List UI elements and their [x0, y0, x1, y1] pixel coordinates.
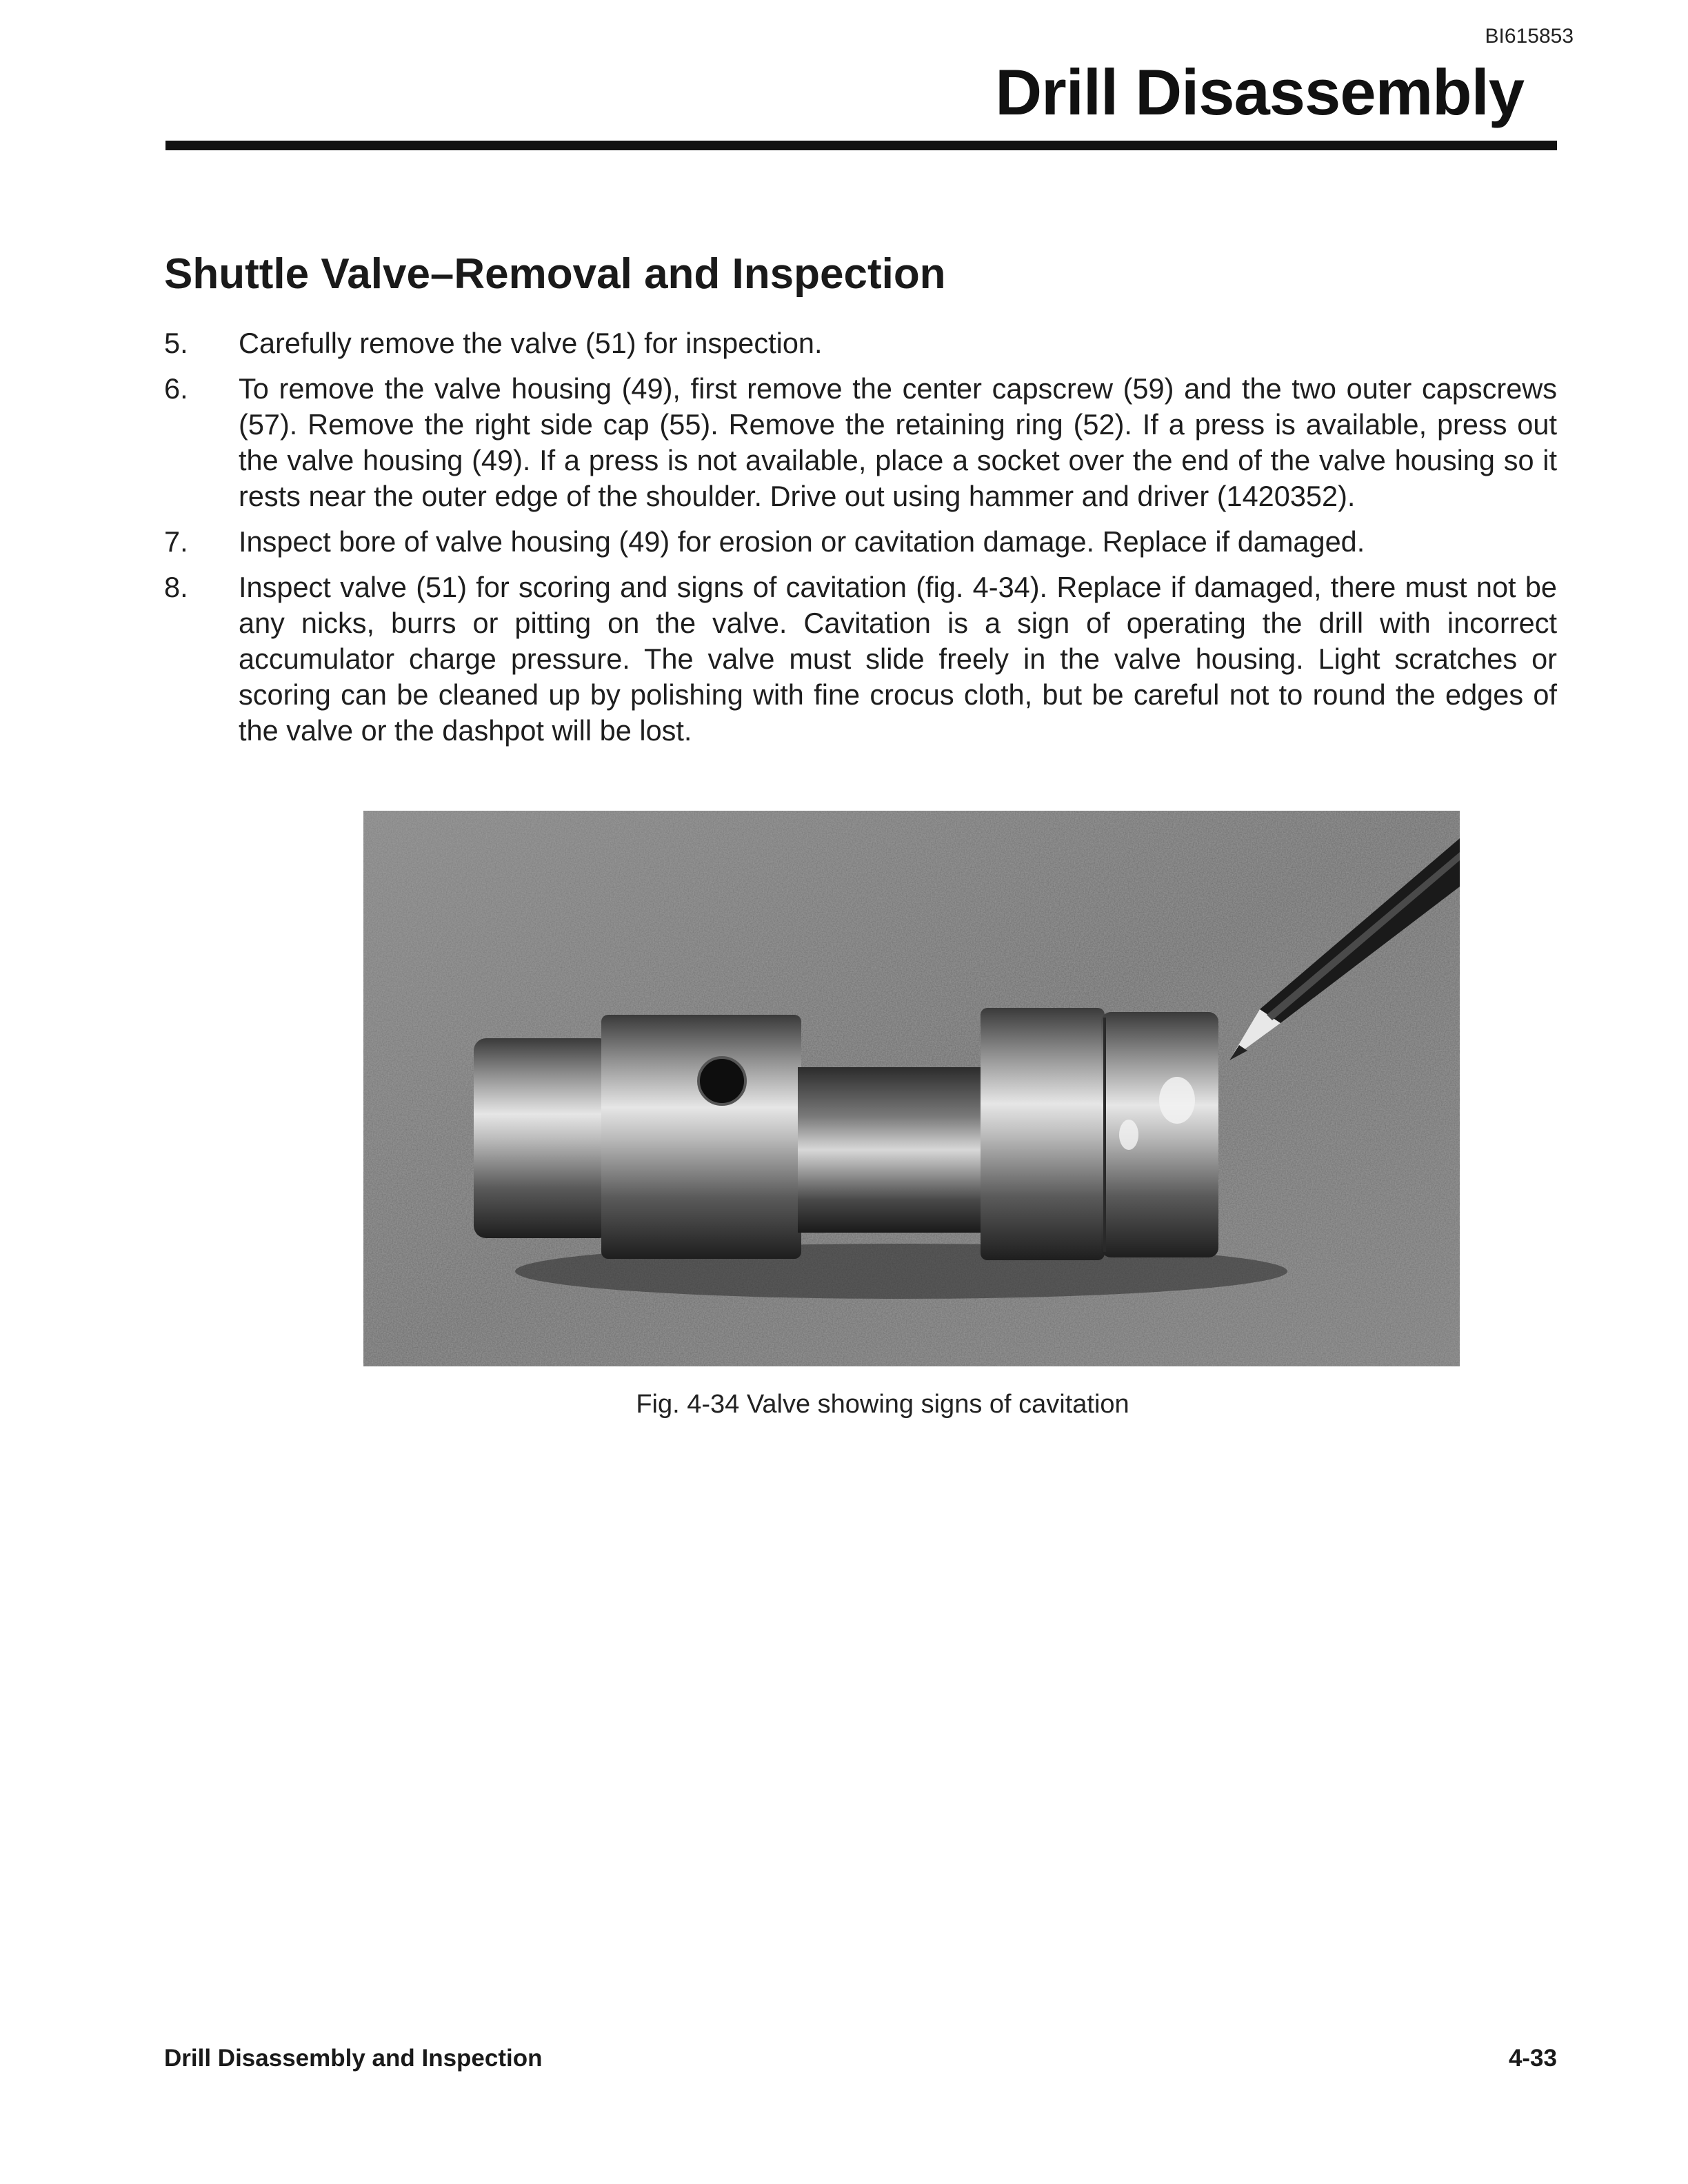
figure-caption: Fig. 4-34 Valve showing signs of cavitation	[636, 1390, 1129, 1419]
step-number: 5.	[164, 327, 188, 359]
step-item	[164, 371, 1557, 514]
valve-photo	[363, 811, 1460, 1366]
section-heading: Shuttle Valve–Removal and Inspection	[164, 250, 946, 298]
page-number: 4-33	[1508, 2045, 1557, 2072]
step-number: 7.	[164, 525, 188, 558]
step-text: Inspect valve (51) for scoring and signs of cavitation (fig. 4-34). Replace if damaged, there must not be any nicks, burrs or pitting on the valve. Cavitation is a sign of operating the drill with incorrect accumulator charge pressure. The valve must slide freely in the valve housing. Light scratches or scoring can be cleaned up by polishing with fine crocus cloth, but be careful not to round the edges of the valve or the dashpot will be lost.	[239, 571, 1557, 747]
step-item	[164, 325, 1557, 361]
step-item	[164, 524, 1557, 560]
step-text: Inspect bore of valve housing (49) for erosion or cavitation damage. Replace if damaged.	[239, 525, 1365, 558]
step-text: Carefully remove the valve (51) for inspection.	[239, 327, 823, 359]
step-item	[164, 569, 1557, 749]
step-text: To remove the valve housing (49), first remove the center capscrew (59) and the two outer capscrews (57). Remove the right side cap (55). Remove the retaining ring (52). If a press is available, press out the valve housing (49). If a press is not available, place a socket over the end of the valve housing so it rests near the outer edge of the shoulder. Drive out using hammer and driver (1420352).	[239, 372, 1557, 512]
step-number: 6.	[164, 372, 188, 405]
title-rule	[165, 141, 1557, 150]
step-number: 8.	[164, 571, 188, 603]
step-list	[164, 325, 1557, 758]
page-title: Drill Disassembly	[995, 56, 1524, 128]
document-id: BI615853	[1485, 25, 1574, 48]
footer-section-title: Drill Disassembly and Inspection	[164, 2045, 543, 2072]
